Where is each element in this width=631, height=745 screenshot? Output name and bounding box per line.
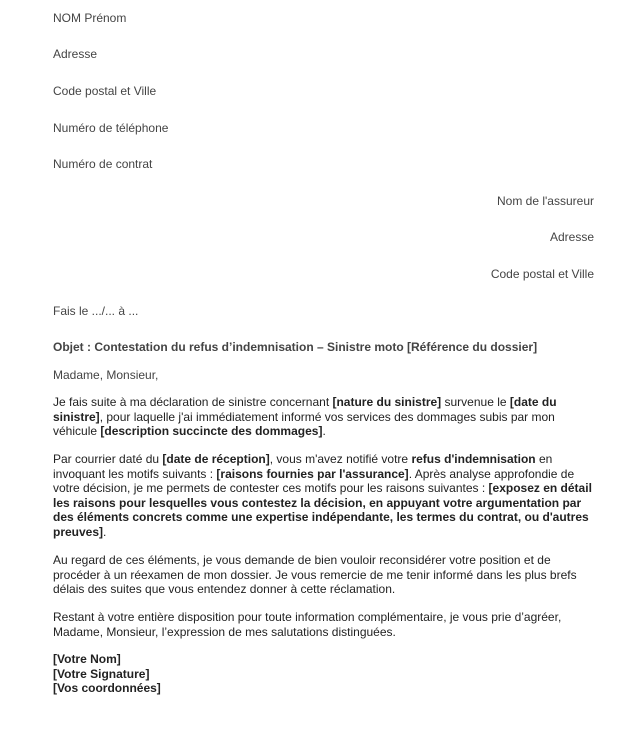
recipient-name: Nom de l'assureur [497, 194, 594, 208]
text: en invoquant les motifs suivants : [53, 452, 553, 481]
placeholder-nature: [nature du sinistre] [332, 395, 442, 409]
signature-contact: [Vos coordonnées] [53, 681, 161, 695]
text: Je fais suite à ma déclaration de sinistre concernant [53, 395, 333, 409]
sender-name: NOM Prénom [53, 11, 127, 25]
placeholder-contestation-details: [exposez en détail les raisons pour lesquelles vous contestez la décision, en appuyant votre argumentation par des éléments concrets comme une expertise indépendante, les termes du contrat, ou d'autres preuves] [53, 481, 592, 539]
text: survenue le [441, 395, 510, 409]
placeholder-insurer-reasons: [raisons fournies par l'assurance] [216, 466, 409, 481]
sender-address: Adresse [53, 47, 98, 61]
text: , pour laquelle j'ai immédiatement informé vos services des dommages subis par mon véhicule [53, 409, 555, 438]
text: Par courrier daté du [53, 452, 163, 466]
sender-phone: Numéro de téléphone [53, 121, 169, 135]
recipient-address: Adresse [549, 230, 594, 244]
paragraph-reexamination-request: Au regard de ces éléments, je vous demande de bien vouloir reconsidérer votre position et de procéder à un réexamen de mon dossier. Je vous remercie de me tenir informé dans les plus brefs délais des suites que vous entendez donner à cette réclamation. [53, 553, 577, 596]
text: . [322, 424, 326, 438]
recipient-postal-city: Code postal et Ville [490, 267, 594, 281]
date-place: Fais le .../... à ... [53, 304, 139, 318]
paragraph-closing: Restant à votre entière disposition pour toute information complémentaire, je vous prie d’agréer, Madame, Monsieur, l’expression de mes salutations distinguées. [53, 610, 562, 639]
signature-block [53, 652, 161, 696]
placeholder-damage-description: [description succincte des dommages] [100, 424, 323, 438]
sender-postal-city: Code postal et Ville [53, 84, 157, 98]
signature-sign: [Votre Signature] [53, 666, 150, 681]
sender-contract-number: Numéro de contrat [53, 157, 153, 171]
placeholder-date: [date du sinistre] [53, 395, 557, 424]
letter-subject: Objet : Contestation du refus d’indemnisation – Sinistre moto [Référence du dossier] [53, 340, 538, 354]
emphasis-refusal: refus d'indemnisation [411, 452, 536, 466]
text: . [103, 524, 107, 539]
signature-name: [Votre Nom] [53, 652, 121, 666]
paragraph-claim-declaration [53, 395, 593, 439]
text: , vous m'avez notifié votre [269, 452, 412, 466]
text: . Après analyse approfondie de votre décision, je me permets de contester ces motifs pour les raisons suivantes : [53, 466, 575, 495]
paragraph-refusal-contestation [53, 452, 593, 539]
salutation: Madame, Monsieur, [53, 368, 159, 382]
placeholder-reception-date: [date de réception] [162, 452, 270, 466]
